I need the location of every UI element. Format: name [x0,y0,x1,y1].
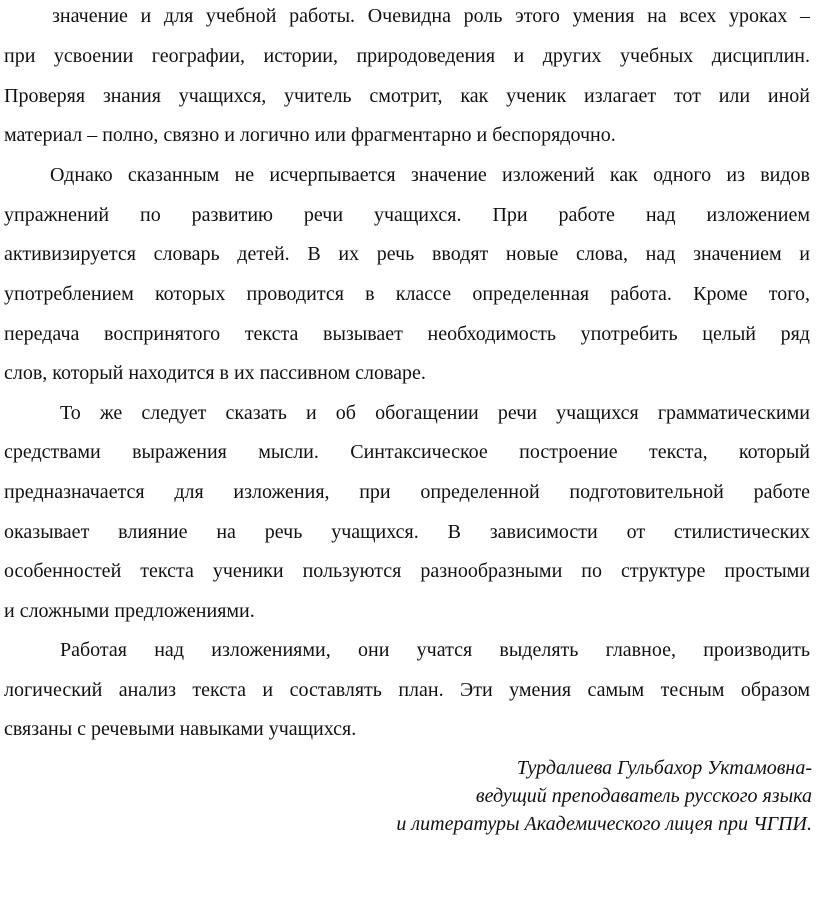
paragraph-1-line-2: при усвоении географии, истории, природоведения и других учебных дисциплин. [4,45,810,67]
paragraph-1-line-1: значение и для учебной работы. Очевидна роль этого умения на всех уроках – [52,5,810,27]
paragraph-2-line-1: Однако сказанным не исчерпывается значение изложений как одного из видов [50,164,810,186]
paragraph-2-line-2: упражнений по развитию речи учащихся. При работе над изложением [4,204,810,226]
paragraph-4-line-1: Работая над изложениями, они учатся выделять главное, производить [60,639,810,661]
paragraph-4-line-3: связаны с речевыми навыками учащихся. [4,718,357,740]
signature-author-name: Турдалиева Гульбахор Уктамовна- [516,757,812,779]
signature-institution: и литературы Академического лицея при ЧГПИ. [396,813,812,835]
paragraph-4-line-2: логический анализ текста и составлять план. Эти умения самым тесным образом [4,679,810,701]
paragraph-3-line-5: особенностей текста ученики пользуются разнообразными по структуре простыми [4,560,810,582]
paragraph-1-line-4: материал – полно, связно и логично или фрагментарно и беспорядочно. [4,124,616,146]
paragraph-2-line-3: активизируется словарь детей. В их речь вводят новые слова, над значением и [4,243,810,265]
paragraph-3-line-3: предназначается для изложения, при определенной подготовительной работе [4,481,810,503]
paragraph-3-line-4: оказывает влияние на речь учащихся. В зависимости от стилистических [4,521,810,543]
paragraph-2-line-4: употреблением которых проводится в классе определенная работа. Кроме того, [4,283,810,305]
paragraph-2-line-6: слов, который находится в их пассивном словаре. [4,362,426,384]
paragraph-2-line-5: передача воспринятого текста вызывает необходимость употребить целый ряд [4,323,810,345]
signature-position: ведущий преподаватель русского языка [475,785,812,807]
paragraph-3-line-2: средствами выражения мысли. Синтаксическое построение текста, который [4,441,810,463]
paragraph-3-line-6: и сложными предложениями. [4,600,255,622]
paragraph-1-line-3: Проверяя знания учащихся, учитель смотрит, как ученик излагает тот или иной [4,85,810,107]
paragraph-3-line-1: То же следует сказать и об обогащении речи учащихся грамматическими [60,402,810,424]
